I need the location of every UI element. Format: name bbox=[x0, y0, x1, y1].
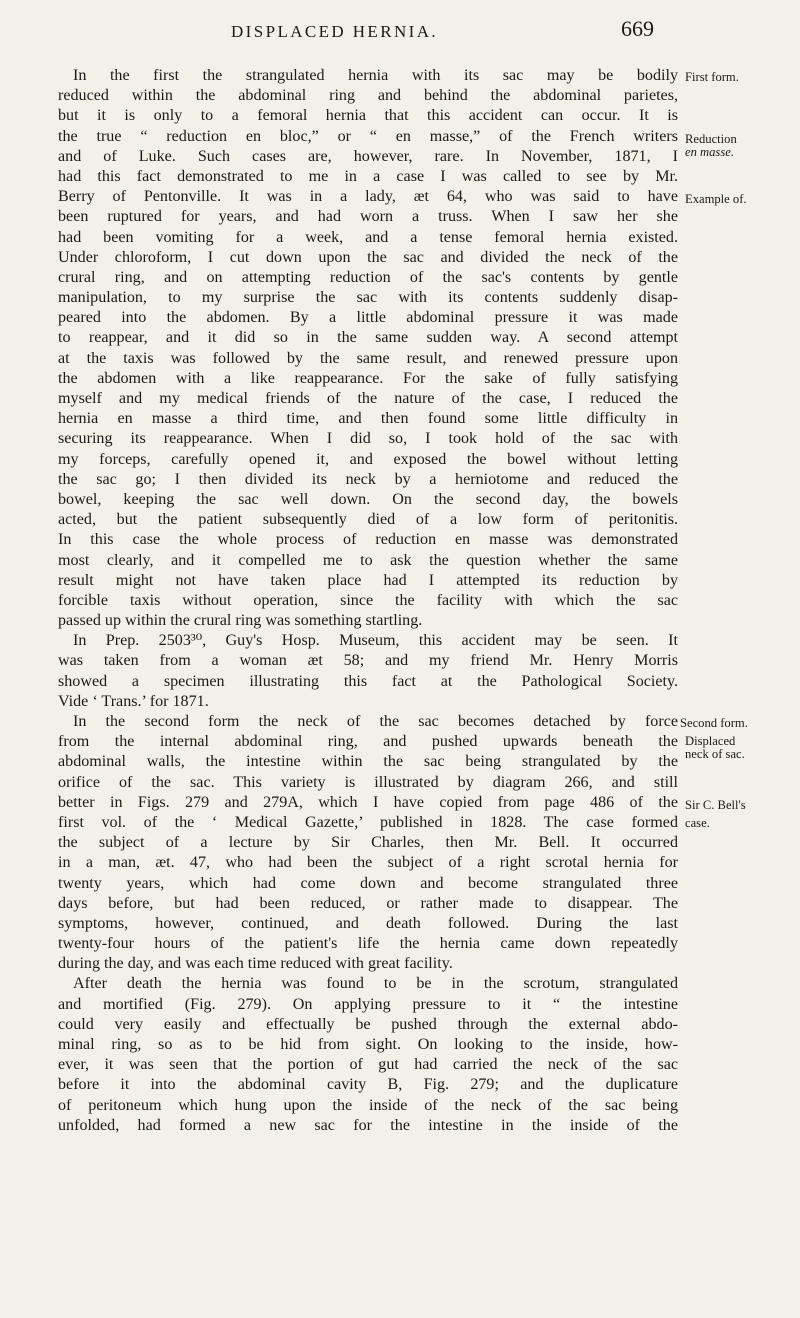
text-line: abdominal walls, the intestine within the sac being strangulated by the bbox=[58, 753, 678, 771]
text-line: had been vomiting for a week, and a tense femoral hernia existed. bbox=[58, 228, 678, 246]
text-line: twenty-four hours of the patient's life the hernia came down repeatedly bbox=[58, 935, 678, 953]
text-line: been ruptured for years, and had worn a truss. When I saw her she bbox=[58, 208, 678, 226]
margin-note-bell-case bbox=[685, 799, 746, 830]
text-line: the abdomen with a like reappearance. For the sake of fully satisfying bbox=[58, 369, 678, 387]
text-line: passed up within the crural ring was something startling. bbox=[58, 612, 423, 630]
text-line: reduced within the abdominal ring and behind the abdominal parietes, bbox=[58, 87, 678, 105]
text-line: ever, it was seen that the portion of gut had carried the neck of the sac bbox=[58, 1056, 678, 1074]
text-line: result might not have taken place had I attempted its reduction by bbox=[58, 571, 678, 589]
text-line: acted, but the patient subsequently died of a low form of peritonitis. bbox=[58, 511, 678, 529]
margin-note-example bbox=[685, 193, 747, 206]
margin-note-line: en masse. bbox=[685, 145, 734, 159]
text-line: was taken from a woman æt 58; and my friend Mr. Henry Morris bbox=[58, 652, 678, 670]
text-line: bowel, keeping the sac well down. On the second day, the bowels bbox=[58, 490, 678, 508]
margin-note-line: Second form. bbox=[680, 716, 748, 730]
text-line: in a man, æt. 47, who had been the subject of a right scrotal hernia for bbox=[58, 854, 678, 872]
text-line: better in Figs. 279 and 279A, which I have copied from page 486 of the bbox=[58, 793, 678, 811]
text-line: minal ring, so as to be hid from sight. On looking to the inside, how- bbox=[58, 1036, 678, 1053]
text-line: my forceps, carefully opened it, and exposed the bowel without letting bbox=[58, 450, 678, 468]
running-title: DISPLACED HERNIA. bbox=[231, 22, 439, 41]
text-line: the sac go; I then divided its neck by a herniotome and reduced the bbox=[58, 470, 678, 488]
margin-note-line: Sir C. Bell's bbox=[685, 798, 746, 812]
text-line: twenty years, which had come down and become strangulated three bbox=[58, 874, 678, 892]
text-line: peared into the abdomen. By a little abdominal pressure it was made bbox=[58, 309, 678, 327]
margin-note-first-form bbox=[685, 71, 739, 84]
page-number: 669 bbox=[621, 16, 654, 41]
text-line: and mortified (Fig. 279). On applying pressure to it “ the intestine bbox=[58, 995, 678, 1013]
text-line: crural ring, and on attempting reduction of the sac's contents by gentle bbox=[58, 268, 678, 286]
text-line: from the internal abdominal ring, and pushed upwards beneath the bbox=[58, 733, 678, 751]
text-line: After death the hernia was found to be in the scrotum, strangulated bbox=[73, 975, 678, 993]
text-line: In Prep. 2503³⁰, Guy's Hosp. Museum, this accident may be seen. It bbox=[73, 632, 678, 650]
margin-note-reduction bbox=[685, 133, 737, 159]
text-line: orifice of the sac. This variety is illustrated by diagram 266, and still bbox=[58, 773, 678, 791]
margin-note-line: Example of. bbox=[685, 192, 747, 206]
text-line: securing its reappearance. When I did so, I took hold of the sac with bbox=[58, 430, 678, 448]
margin-note-line: case. bbox=[685, 816, 710, 830]
text-line: but it is only to a femoral hernia that this accident can occur. It is bbox=[58, 107, 678, 125]
text-line: Vide ‘ Trans.’ for 1871. bbox=[58, 692, 209, 710]
text-line: to reappear, and it did so in the same sudden way. A second attempt bbox=[58, 329, 678, 347]
text-line: and of Luke. Such cases are, however, rare. In November, 1871, I bbox=[58, 147, 678, 165]
margin-note-line: neck of sac. bbox=[685, 747, 745, 761]
text-line: the true “ reduction en bloc,” or “ en masse,” of the French writers bbox=[58, 127, 678, 145]
text-line: myself and my medical friends of the nature of the case, I reduced the bbox=[58, 390, 678, 407]
text-line: the subject of a lecture by Sir Charles, then Mr. Bell. It occurred bbox=[58, 834, 678, 852]
body-text bbox=[58, 66, 678, 1136]
text-line: of peritoneum which hung upon the inside of the neck of the sac being bbox=[58, 1096, 678, 1114]
text-line: unfolded, had formed a new sac for the intestine in the inside of the bbox=[58, 1116, 678, 1134]
text-line: had this fact demonstrated to me in a case I was called to see by Mr. bbox=[58, 167, 678, 185]
text-line: In this case the whole process of reduction en masse was demonstrated bbox=[58, 531, 678, 549]
margin-note-line: Displaced bbox=[685, 734, 736, 748]
text-line: at the taxis was followed by the same result, and renewed pressure upon bbox=[58, 349, 678, 367]
text-line: Berry of Pentonville. It was in a lady, æt 64, who was said to have bbox=[58, 188, 678, 206]
text-line: days before, but had been reduced, or rather made to disappear. The bbox=[58, 894, 678, 912]
text-line: forcible taxis without operation, since the facility with which the sac bbox=[58, 591, 678, 609]
text-line: In the second form the neck of the sac becomes detached by force bbox=[73, 713, 678, 730]
text-line: during the day, and was each time reduced with great facility. bbox=[58, 955, 453, 973]
text-line: showed a specimen illustrating this fact at the Pathological Society. bbox=[58, 672, 678, 690]
text-line: first vol. of the ‘ Medical Gazette,’ published in 1828. The case formed bbox=[58, 813, 678, 831]
margin-note-second-form bbox=[680, 716, 748, 761]
text-line: before it into the abdominal cavity B, Fig. 279; and the duplicature bbox=[58, 1076, 678, 1094]
text-line: hernia en masse a third time, and then found some little difficulty in bbox=[58, 410, 678, 428]
text-line: manipulation, to my surprise the sac with its contents suddenly disap- bbox=[58, 289, 678, 307]
running-head bbox=[0, 16, 800, 46]
text-line: most clearly, and it compelled me to ask the question whether the same bbox=[58, 551, 678, 569]
text-line: symptoms, however, continued, and death followed. During the last bbox=[58, 914, 678, 932]
margin-note-line: Reduction bbox=[685, 132, 737, 146]
text-line: Under chloroform, I cut down upon the sac and divided the neck of the bbox=[58, 248, 678, 266]
text-line: In the first the strangulated hernia with its sac may be bodily bbox=[73, 67, 678, 84]
text-line: could very easily and effectually be pushed through the external abdo- bbox=[58, 1015, 678, 1033]
margin-note-line: First form. bbox=[685, 70, 739, 84]
